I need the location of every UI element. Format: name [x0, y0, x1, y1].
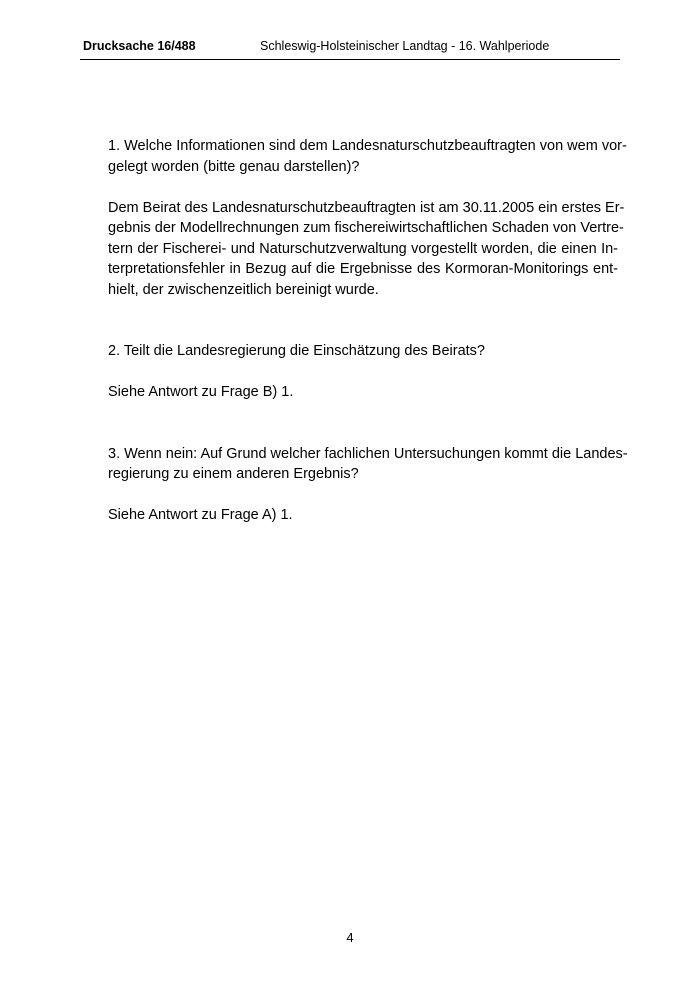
answer-1-line-3: tern der Fischerei- und Naturschutzverwaltung vorgestellt worden, die einen In- [108, 240, 618, 257]
question-3-line-2: regierung zu einem anderen Ergebnis? [108, 466, 359, 482]
document-number: Drucksache 16/488 [83, 39, 196, 53]
question-block-3 [108, 444, 628, 526]
question-3 [108, 444, 628, 485]
header-divider [80, 59, 620, 60]
answer-1 [108, 198, 625, 301]
question-1-line-2: gelegt worden (bitte genau darstellen)? [108, 158, 360, 175]
question-3-line-1: 3. Wenn nein: Auf Grund welcher fachlichen Untersuchungen kommt die Landes- [108, 445, 628, 462]
answer-1-line-5: hielt, der zwischenzeitlich bereinigt wurde. [108, 281, 379, 298]
page-number: 4 [346, 930, 354, 945]
answer-2-line-1: Siehe Antwort zu Frage B) 1. [108, 384, 294, 400]
answer-3 [108, 505, 618, 526]
answer-3-line-1: Siehe Antwort zu Frage A) 1. [108, 507, 293, 523]
answer-1-line-1: Dem Beirat des Landesnaturschutzbeauftragten ist am 30.11.2005 ein erstes Er- [108, 199, 625, 216]
question-1 [108, 136, 627, 177]
answer-2 [108, 382, 618, 403]
question-2 [108, 341, 618, 362]
question-2-line-1: 2. Teilt die Landesregierung die Einschätzung des Beirats? [108, 343, 485, 359]
document-body [108, 136, 628, 526]
parliament-title: Schleswig-Holsteinischer Landtag - 16. Wahlperiode [260, 39, 550, 53]
question-1-line-1: 1. Welche Informationen sind dem Landesnaturschutzbeauftragten von wem vor- [108, 138, 627, 154]
answer-1-line-2: gebnis der Modellrechnungen zum fischereiwirtschaftlichen Schaden von Vertre- [108, 220, 624, 236]
page-header [80, 39, 620, 59]
answer-1-line-4: terpretationsfehler in Bezug auf die Ergebnisse des Kormoran-Monitorings ent- [108, 261, 618, 277]
question-block-2 [108, 341, 618, 403]
question-block-1 [108, 136, 627, 300]
